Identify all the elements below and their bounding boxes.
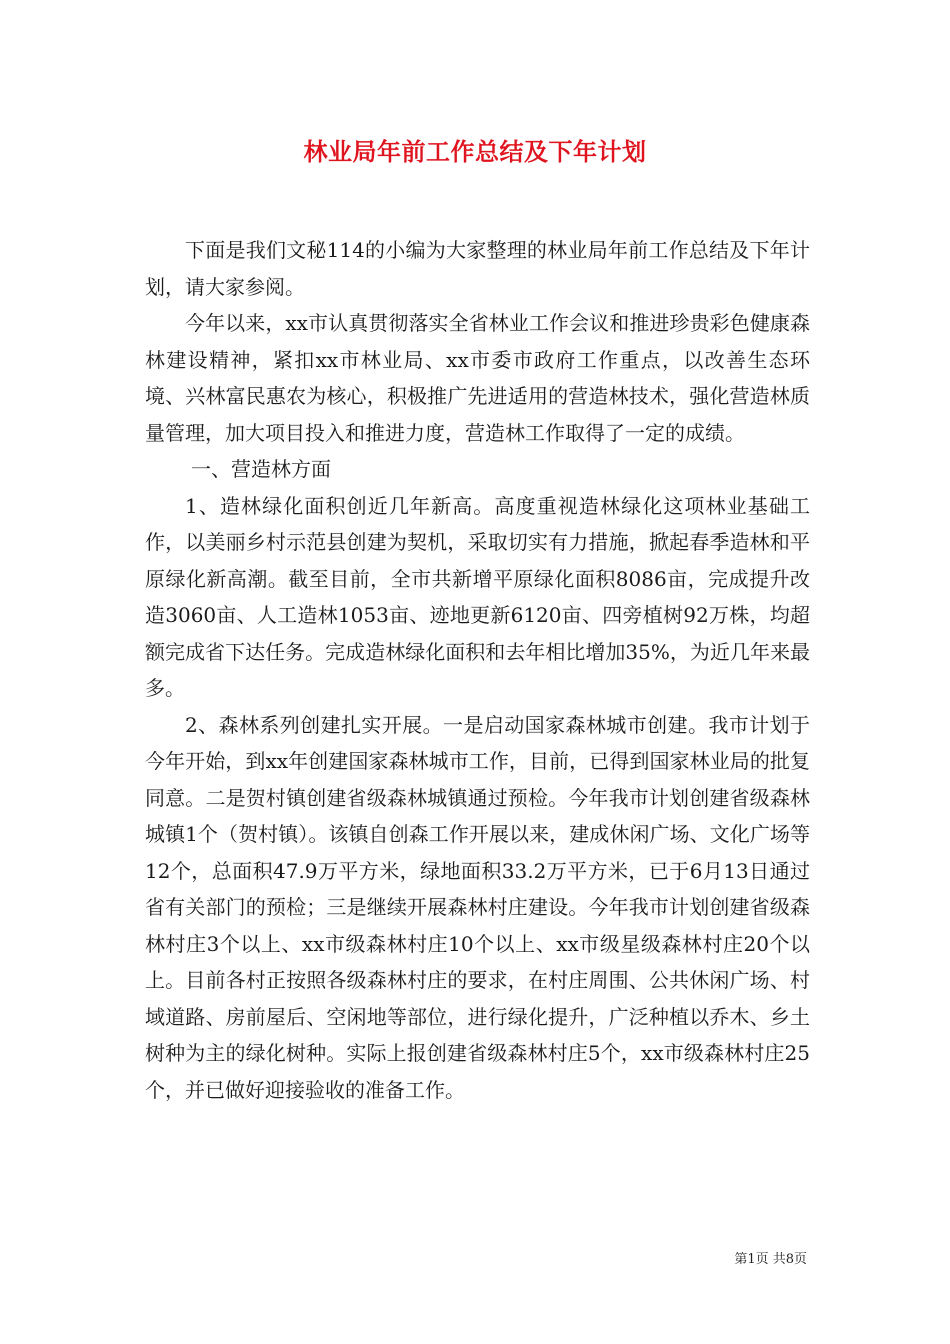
section-heading: 一、营造林方面 (191, 457, 331, 481)
document-title: 林业局年前工作总结及下年计划 (303, 137, 647, 166)
document-body (145, 232, 810, 1108)
afforestation-paragraph: 1、造林绿化面积创近几年新高。高度重视造林绿化这项林业基础工作，以美丽乡村示范县创建为契机，采取切实有力措施，掀起春季造林和平原绿化新高潮。截至目前，全市共新增平原绿化面积8086亩，完成提升改造3060亩、人工造林1053亩、迹地更新6120亩、四旁植树92万株，均超额完成省下达任务。完成造林绿化面积和去年相比增加35%，为近几年来最多。 (145, 493, 810, 700)
forest-creation-paragraph: 2、森林系列创建扎实开展。一是启动国家森林城市创建。我市计划于今年开始，到xx年创建国家森林城市工作，目前，已得到国家林业局的批复同意。二是贺村镇创建省级森林城镇通过预检。今年我市计划创建省级森林城镇1个（贺村镇）。该镇自创森工作开展以来，建成休闲广场、文化广场等12个，总面积47.9万平方米，绿地面积33.2万平方米，已于6月13日通过省有关部门的预检；三是继续开展森林村庄建设。今年我市计划创建省级森林村庄3个以上、xx市级森林村庄10个以上、xx市级星级森林村庄20个以上。目前各村正按照各级森林村庄的要求，在村庄周围、公共休闲广场、村域道路、房前屋后、空闲地等部位，进行绿化提升，广泛种植以乔木、乡土树种为主的绿化树种。实际上报创建省级森林村庄5个，xx市级森林村庄25个，并已做好迎接验收的准备工作。 (145, 712, 810, 1102)
page-number: 第1页 共8页 (734, 1252, 807, 1267)
overview-paragraph: 今年以来，xx市认真贯彻落实全省林业工作会议和推进珍贵彩色健康森林建设精神，紧扣xx市林业局、xx市委市政府工作重点，以改善生态环境、兴林富民惠农为核心，积极推广先进适用的营造林技术，强化营造林质量管理，加大项目投入和推进力度，营造林工作取得了一定的成绩。 (145, 311, 810, 445)
intro-paragraph: 下面是我们文秘114的小编为大家整理的林业局年前工作总结及下年计划，请大家参阅。 (145, 238, 810, 299)
